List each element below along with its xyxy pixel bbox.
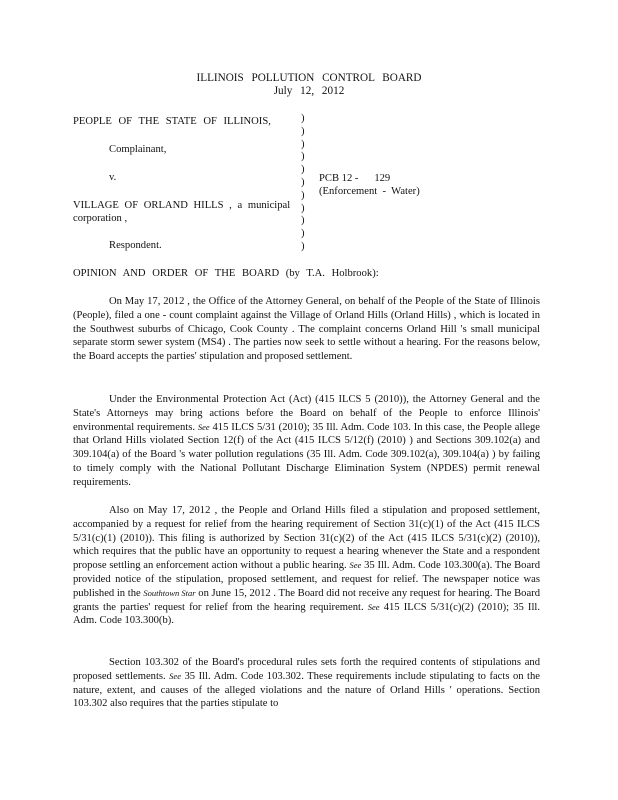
defendant-name-line2: corporation ,	[73, 213, 128, 224]
paren-mark: )	[301, 151, 305, 163]
paragraph-text	[73, 393, 540, 490]
caption-divider	[301, 113, 309, 254]
body-paragraph-2	[73, 393, 540, 490]
paren-mark: )	[301, 113, 305, 124]
citation-signal: See	[367, 601, 380, 612]
paren-mark: )	[301, 189, 305, 201]
text-run: 35 Ill. Adm. Code 103.300(a). The Board provided notice of the stipulation, proposed settlement, and request for relief. The newspaper notice was published in the	[73, 560, 540, 599]
text-run: 415 ILCS 5/31 (2010); 35 Ill. Adm. Code 103. In this case, the People allege that Orland Hills violated Section 12(f) of the Act (415 ILCS 5/12(f) (2010) ) and Sections 309.102(a) and 309.104(a) of the Board 's water pollution regulations (35 Ill. Adm. Code 309.102(a), 309.104(a) ) by failing to timely comply with the National Pollutant Discharge Elimination System (NPDES) permit renewal requirements.	[73, 421, 540, 488]
paren-mark: )	[301, 176, 305, 188]
citation-signal: See	[197, 421, 210, 432]
case-type: (Enforcement - Water)	[319, 186, 420, 197]
respondent-label: Respondent.	[109, 240, 162, 251]
order-date: July 12, 2012	[273, 85, 345, 97]
paragraph-text: On May 17, 2012 , the Office of the Attorney General, on behalf of the People of the State of Illinois (People), filed a one - count complaint against the Village of Orland Hills (Orland Hills) , which is located in the Southwest suburbs of Chicago, Cook County . The complaint concerns Orland Hill 's small municipal separate storm sewer system (MS4) . The parties now seek to settle without a hearing. For the reasons below, the Board accepts the parties' stipulation and proposed settlement.	[73, 296, 540, 363]
newspaper-name: Southtown Star	[143, 587, 196, 598]
paren-mark: )	[301, 240, 305, 252]
plaintiff-name: PEOPLE OF THE STATE OF ILLINOIS,	[73, 116, 271, 127]
defendant-name-line1: VILLAGE OF ORLAND HILLS , a municipal	[73, 200, 291, 211]
text-run: on June 15, 2012 . The Board did not receive any request for hearing. The Board grants the parties' request for relief from the hearing requirement.	[73, 587, 540, 613]
paren-mark: )	[301, 202, 305, 214]
paren-mark: )	[301, 215, 305, 227]
paren-mark: )	[301, 164, 305, 176]
body-paragraph-3	[73, 504, 540, 628]
case-number: PCB 12 - 129	[319, 173, 391, 184]
complainant-label: Complainant,	[109, 144, 167, 155]
text-run: Under the Environmental Protection Act (Act) (415 ILCS 5 (2010)), the Attorney General and the State's Attorneys may bring actions before the Board on behalf of the People to enforce Illinois' environmental requirements.	[73, 394, 540, 433]
paren-mark: )	[301, 228, 305, 240]
paren-mark: )	[301, 125, 305, 137]
citation-signal: See	[349, 560, 362, 571]
agency-title: ILLINOIS POLLUTION CONTROL BOARD	[196, 72, 422, 84]
body-paragraph-1	[73, 295, 540, 364]
body-paragraph-4	[73, 656, 540, 711]
opinion-heading: OPINION AND ORDER OF THE BOARD (by T.A. Holbrook):	[73, 268, 379, 279]
versus-label: v.	[109, 172, 117, 183]
text-run: Also on May 17, 2012 , the People and Orland Hills filed a stipulation and proposed settlement, accompanied by a request for relief from the hearing requirement of Section 31(c)(1) of the Act (415 ILCS 5/31(c)(1) (2010)). This filing is authorized by Section 31(c)(2) of the Act (415 ILCS 5/31(c)(2) (2010)), which requires that the public have an opportunity to request a hearing whenever the State and a respondent propose settling an enforcement action without a public hearing.	[73, 505, 540, 572]
citation-signal: See	[169, 670, 181, 681]
text-run: 35 Ill. Adm. Code 103.302. These requirements include stipulating to facts on the nature, extent, and causes of the alleged violations and the nature of Orland Hills ' operations. Section 103.302 also requires that the parties stipulate to	[73, 670, 541, 710]
text-run: 415 ILCS 5/31(c)(2) (2010); 35 Ill. Adm. Code 103.300(b).	[73, 601, 540, 627]
paren-mark: )	[301, 138, 305, 150]
paragraph-text	[73, 504, 540, 628]
paragraph-text	[73, 656, 540, 711]
text-run: Section 103.302 of the Board's procedural rules sets forth the required contents of stipulations and proposed settlements.	[73, 657, 540, 682]
